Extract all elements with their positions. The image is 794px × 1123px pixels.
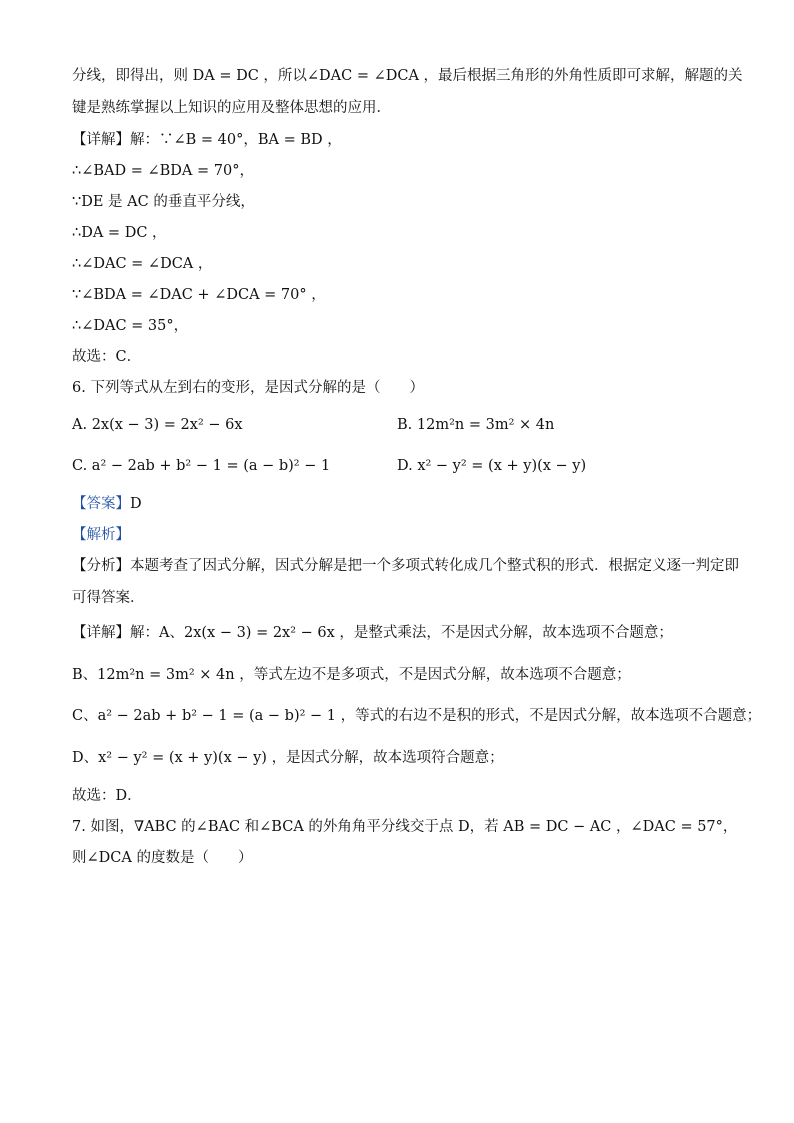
- text-line: ∵∠BDA = ∠DAC + ∠DCA = 70° ，: [72, 287, 326, 303]
- answer-line: [72, 494, 722, 514]
- detail-c: C、a² − 2ab + b² − 1 = (a − b)² − 1 ，等式的右边不是积的形式，不是因式分解，故本选项不合题意；: [72, 708, 762, 724]
- text-line: 故选：C．: [72, 349, 142, 365]
- answer-value: D: [130, 496, 142, 512]
- detail-a: 【详解】解：A、2x(x − 3) = 2x² − 6x ，是整式乘法，不是因式分解，故本选项不合题意；: [72, 625, 673, 641]
- text-line: ∴∠DAC = 35°，: [72, 318, 189, 334]
- analysis-line: 【分析】本题考查了因式分解，因式分解是把一个多项式转化成几个整式积的形式．根据定义逐一判定即: [72, 558, 739, 574]
- choice-line: 故选：D．: [72, 788, 142, 804]
- text-line: 分线，即得出，则 DA = DC ，所以∠DAC = ∠DCA ，最后根据三角形的外角性质即可求解，解题的关: [72, 68, 743, 84]
- detail-b: B、12m²n = 3m² × 4n ，等式左边不是多项式，不是因式分解，故本选项不合题意；: [72, 667, 631, 683]
- option-c: C. a² − 2ab + b² − 1 = (a − b)² − 1: [72, 458, 331, 474]
- text-line: ∴∠BAD = ∠BDA = 70°，: [72, 163, 254, 179]
- question-7-stem: 7. 如图，∇ABC 的∠BAC 和∠BCA 的外角角平分线交于点 D，若 AB = DC − AC ，∠DAC = 57°，: [72, 819, 738, 835]
- option-d: D. x² − y² = (x + y)(x − y): [397, 458, 587, 474]
- answer-tag: 【答案】: [72, 496, 130, 512]
- text-line: 键是熟练掌握以上知识的应用及整体思想的应用．: [72, 100, 391, 116]
- detail-d: D、x² − y² = (x + y)(x − y) ，是因式分解，故本选项符合题意；: [72, 750, 504, 766]
- analysis-line: 可得答案．: [72, 590, 145, 606]
- option-b: B. 12m²n = 3m² × 4n: [397, 417, 555, 433]
- option-a: A. 2x(x − 3) = 2x² − 6x: [72, 417, 243, 433]
- text-line: ∵DE 是 AC 的垂直平分线，: [72, 194, 255, 210]
- text-line: 【详解】解：∵∠B = 40°，BA = BD ，: [72, 132, 342, 148]
- jiexi-tag: 【解析】: [72, 527, 130, 543]
- question-6-stem: 6. 下列等式从左到右的变形，是因式分解的是（ ）: [72, 380, 424, 396]
- text-line: ∴∠DAC = ∠DCA ，: [72, 256, 213, 272]
- text-line: ∴DA = DC ，: [72, 225, 167, 241]
- question-7-stem: 则∠DCA 的度数是（ ）: [72, 850, 253, 866]
